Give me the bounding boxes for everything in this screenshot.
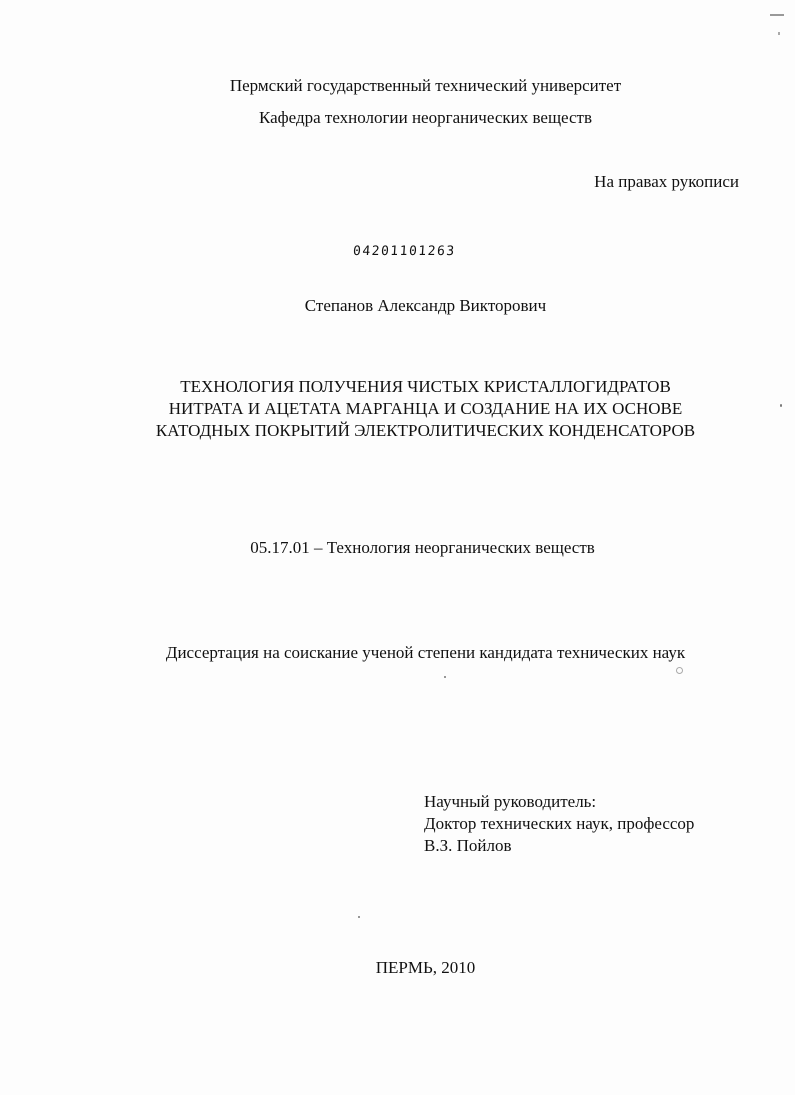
- degree-statement: Диссертация на соискание ученой степени кандидата технических наук: [165, 643, 686, 662]
- title-line: КАТОДНЫХ ПОКРЫТИЙ ЭЛЕКТРОЛИТИЧЕСКИХ КОНДЕНСАТОРОВ: [155, 421, 696, 440]
- scan-speck: [780, 404, 782, 407]
- title-line: ТЕХНОЛОГИЯ ПОЛУЧЕНИЯ ЧИСТЫХ КРИСТАЛЛОГИДРАТОВ: [180, 377, 671, 396]
- supervisor-name: В.З. Пойлов: [424, 836, 512, 855]
- scan-speck: [676, 667, 683, 674]
- city-year: ПЕРМЬ, 2010: [375, 958, 476, 977]
- scan-speck: [444, 676, 446, 678]
- supervisor-label: Научный руководитель:: [424, 792, 597, 811]
- author-name: Степанов Александр Викторович: [304, 296, 547, 315]
- supervisor-block: [424, 791, 694, 857]
- rights-note: На правах рукописи: [594, 172, 739, 191]
- scan-speck: [358, 916, 360, 918]
- title-line: НИТРАТА И АЦЕТАТА МАРГАНЦА И СОЗДАНИЕ НА ИХ ОСНОВЕ: [168, 399, 683, 418]
- scan-artifact: [778, 32, 780, 35]
- scan-artifact: [770, 14, 784, 16]
- dissertation-title: [28, 376, 795, 442]
- document-code: 04201101263: [352, 244, 457, 259]
- specialty-code: 05.17.01 – Технология неорганических веществ: [250, 538, 595, 557]
- university-name: Пермский государственный технический университет: [229, 76, 622, 95]
- supervisor-degree: Доктор технических наук, профессор: [424, 814, 695, 833]
- department-name: Кафедра технологии неорганических веществ: [258, 108, 593, 127]
